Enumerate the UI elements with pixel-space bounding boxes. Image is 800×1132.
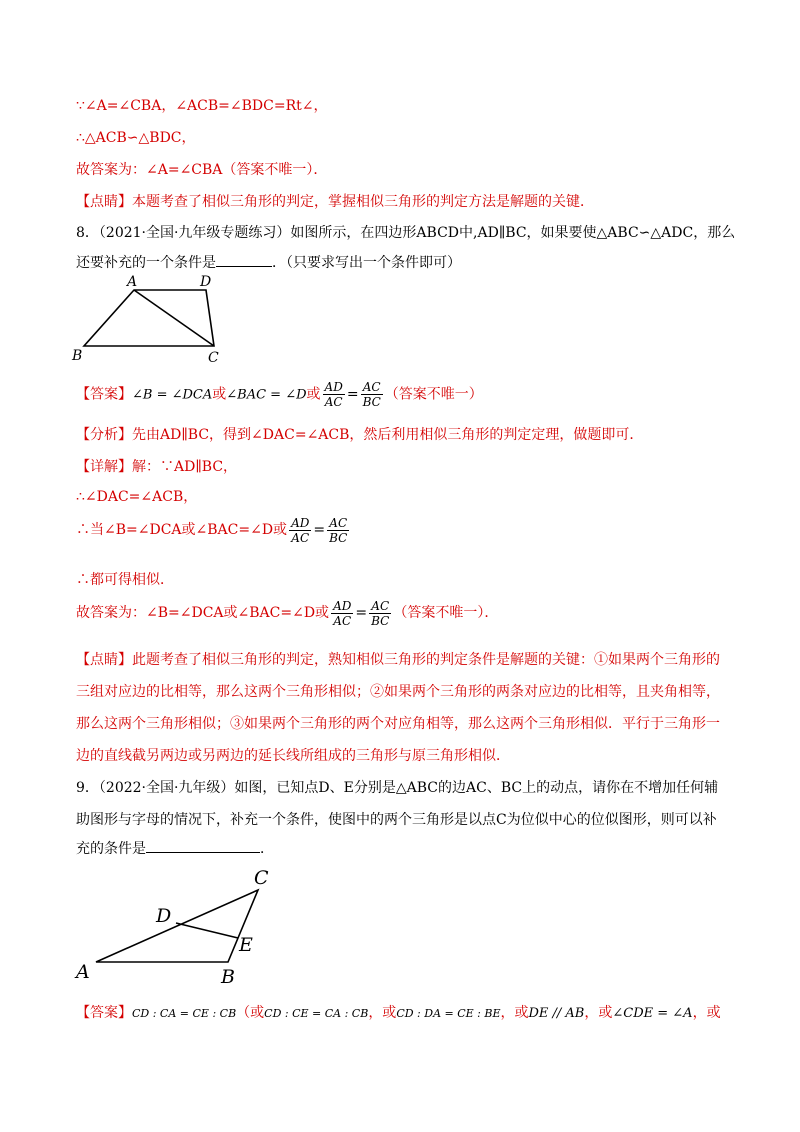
answer-sep: ，或 (368, 1005, 397, 1021)
comment-tag: 【点睛】 (76, 194, 132, 210)
comment-tag: 【点睛】 (76, 652, 132, 668)
fraction-ad-ac: $\frac{AD}{AC}$ (324, 380, 343, 409)
answer-angle-a: ∠B = ∠DCA (132, 387, 213, 403)
fraction-ad-ac: $\frac{AD}{AC}$ (291, 515, 310, 545)
q8-stem-text-b: ．（只要求写出一个条件即可） (272, 255, 461, 271)
q8-analysis (76, 425, 643, 445)
q8-detail-line-4: ∴都可得相似． (76, 572, 174, 588)
q9-figure-triangle (70, 858, 290, 990)
q8-detail-line-3: ∴当∠B=∠DCA或∠BAC=∠D或 $\frac{AD}{AC}$ = $\frac{AC}{BC}$ (76, 515, 348, 545)
fraction-ac-bc: $\frac{AC}{BC}$ (362, 380, 381, 409)
label-a: A (127, 274, 138, 290)
q8-comment-line-2: 三组对应边的比相等，那么这两个三角形相似；②如果两个三角形的两条对应边的比相等，且夹角相等， (76, 684, 720, 700)
answer-sep: （或 (236, 1005, 265, 1021)
q9-stem-text-a: 充的条件是 (76, 841, 146, 857)
label-c: C (254, 867, 269, 889)
segment-de (176, 923, 238, 938)
q8-stem-line-1: 8．（2021·全国·九年级专题练习）如图所示，在四边形ABCD中,AD∥BC，如果要使△ABC∽△ADC，那么 (76, 225, 736, 241)
answer-sep: ，或 (584, 1005, 613, 1021)
final-suffix: （答案不唯一）． (393, 605, 499, 621)
label-d: D (200, 274, 212, 290)
detail-3-text: ∴当∠B=∠DCA或∠BAC=∠D或 (76, 522, 288, 538)
answer-condition-1: CD : CA = CE : CB (132, 1007, 237, 1020)
fraction-ac-bc: $\frac{AC}{BC}$ (329, 515, 348, 545)
diagonal-ac (134, 290, 214, 346)
answer-condition-4: DE // AB (528, 1006, 585, 1021)
triangle-abc (96, 890, 258, 962)
or-word: 或 (212, 386, 227, 403)
label-e: E (239, 934, 253, 956)
answer-angle-b: ∠BAC = ∠D (226, 387, 307, 403)
q8-comment-line-3: 那么这两个三角形相似；③如果两个三角形的两个对应角相等，那么这两个三角形相似．平行于三角形一 (76, 716, 720, 732)
analysis-tag: 【分析】 (76, 427, 132, 443)
q9-stem-line-3 (76, 838, 274, 859)
label-a: A (76, 961, 90, 983)
analysis-text: 先由AD∥BC，得到∠DAC=∠ACB，然后利用相似三角形的判定定理，做题即可． (132, 427, 644, 443)
fraction-ad-ac: $\frac{AD}{AC}$ (333, 598, 352, 628)
prev-line-3: 故答案为：∠A=∠CBA（答案不唯一）． (76, 162, 328, 178)
label-c: C (208, 350, 219, 366)
answer-condition-2: CD : CE = CA : CB (264, 1007, 369, 1020)
answer-condition-5: ∠CDE = ∠A (612, 1006, 693, 1021)
comment-text: 本题考查了相似三角形的判定，掌握相似三角形的判定方法是解题的关键． (132, 194, 594, 210)
q8-detail-line-1 (76, 457, 237, 477)
detail-tag: 【详解】 (76, 459, 132, 475)
q8-stem-text-a: 还要补充的一个条件是 (76, 255, 216, 271)
prev-line-1: ∵∠A=∠CBA，∠ACB=∠BDC=Rt∠， (76, 98, 328, 114)
q8-comment-line-4: 边的直线截另两边或另两边的延长线所组成的三角形与原三角形相似． (76, 748, 510, 764)
q9-stem-line-1: 9．（2022·全国·九年级）如图，已知点D、E分别是△ABC的边AC、BC上的动点，请你在不增加任何辅 (76, 780, 719, 796)
prev-line-2: ∴△ACB∽△BDC， (76, 130, 196, 146)
fraction-ac-bc: $\frac{AC}{BC}$ (371, 598, 390, 628)
answer-condition-3: CD : DA = CE : BE (396, 1007, 501, 1020)
answer-tag: 【答案】 (76, 1005, 132, 1021)
q9-stem-line-2: 助图形与字母的情况下，补充一个条件，使图中的两个三角形是以点C为位似中心的位似图形，则可以补 (76, 812, 717, 828)
detail-text: 解：∵AD∥BC， (132, 459, 238, 475)
q8-comment-line-1 (76, 650, 720, 670)
q8-detail-line-2: ∴∠DAC=∠ACB， (76, 489, 198, 505)
q9-answer (76, 1003, 721, 1024)
or-word: 或 (306, 386, 321, 403)
comment-text: 此题考查了相似三角形的判定，熟知相似三角形的判定条件是解题的关键：①如果两个三角形的 (132, 652, 720, 668)
q8-figure-trapezoid (70, 272, 230, 368)
q8-stem-line-2 (76, 252, 461, 273)
q9-answer-blank (146, 838, 260, 853)
q8-answer-blank (216, 252, 272, 267)
answer-sep: ，或 (500, 1005, 529, 1021)
trapezoid-outline (84, 290, 214, 346)
prev-comment (76, 192, 594, 212)
answer-note: （答案不唯一） (384, 386, 483, 403)
label-d: D (156, 905, 172, 927)
answer-sep: ，或 (692, 1005, 721, 1021)
q8-answer: 【答案】∠B = ∠DCA或∠BAC = ∠D或 $\frac{AD}{AC}$ = $\frac{AC}{BC}$ （答案不唯一） (76, 380, 483, 409)
label-b: B (221, 966, 235, 988)
q8-final-answer: 故答案为：∠B=∠DCA或∠BAC=∠D或 $\frac{AD}{AC}$ = $\frac{AC}{BC}$ （答案不唯一）． (76, 598, 499, 628)
answer-tag: 【答案】 (76, 386, 132, 403)
q9-stem-text-b: ． (260, 841, 274, 857)
label-b: B (72, 348, 83, 364)
final-prefix: 故答案为：∠B=∠DCA或∠BAC=∠D或 (76, 605, 330, 621)
